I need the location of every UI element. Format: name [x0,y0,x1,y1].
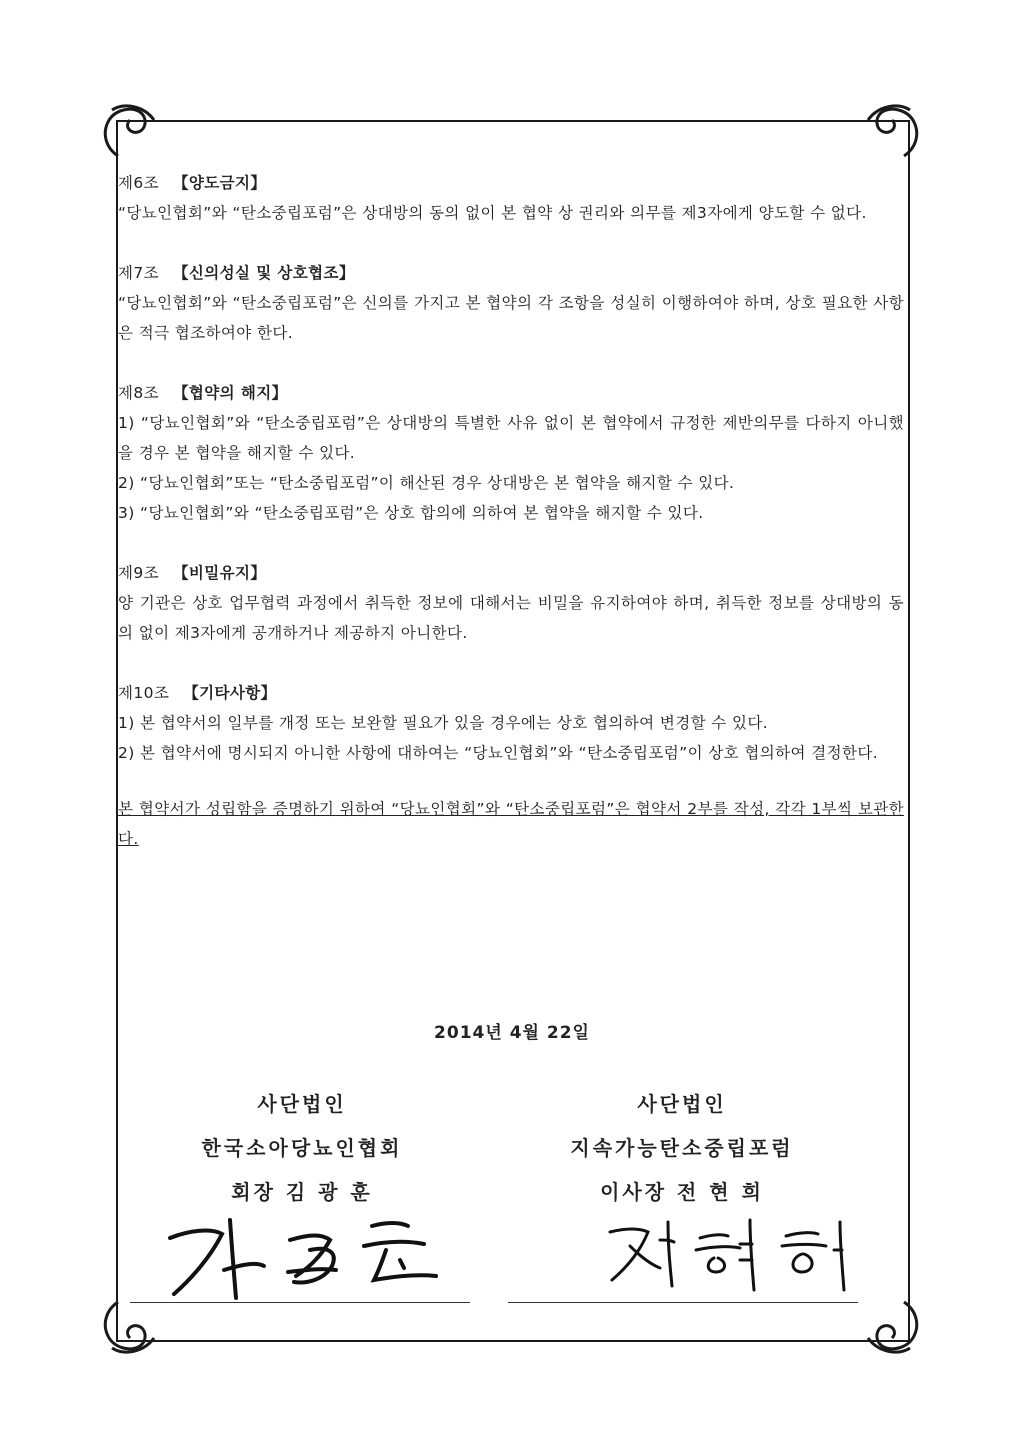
article-title: 【양도금지】 [173,174,267,192]
signature-line [508,1302,858,1303]
corner-ornament [866,1300,926,1360]
article-title: 【신의성실 및 상호협조】 [173,264,355,282]
party-type: 사단법인 [637,1092,727,1116]
article-heading [118,678,904,708]
article-heading [118,378,904,408]
article-paragraph: “당뇨인협회”와 “탄소중립포럼”은 신의를 가지고 본 협약의 각 조항을 성실히 이행하여야 하며, 상호 필요한 사항은 적극 협조하여야 한다. [118,294,904,342]
corner-ornament [866,98,926,158]
article-title: 【비밀유지】 [173,564,267,582]
article-number: 제6조 [118,174,160,192]
article-paragraph: 2) “당뇨인협회”또는 “탄소중립포럼”이 해산된 경우 상대방은 본 협약을 해지할 수 있다. [118,474,735,492]
article-6 [118,168,904,228]
signature-right [590,1210,890,1300]
article-7 [118,258,904,348]
article-8 [118,378,904,528]
closing-statement: 본 협약서가 성립함을 증명하기 위하여 “당뇨인협회”와 “탄소중립포럼”은 협약서 2부를 작성, 각각 1부씩 보관한다. [118,800,904,848]
article-paragraph: 3) “당뇨인협회”와 “탄소중립포럼”은 상호 합의에 의하여 본 협약을 해지할 수 있다. [118,504,704,522]
article-heading [118,258,904,288]
article-9 [118,558,904,648]
signature-left [160,1210,460,1300]
article-number: 제10조 [118,684,170,702]
signature-line [130,1302,470,1303]
party-organization: 지속가능탄소중립포럼 [570,1136,794,1160]
article-paragraph: 1) 본 협약서의 일부를 개정 또는 보완할 필요가 있을 경우에는 상호 협의하여 변경할 수 있다. [118,714,769,732]
article-paragraph: “당뇨인협회”와 “탄소중립포럼”은 상대방의 동의 없이 본 협약 상 권리와 의무를 제3자에게 양도할 수 없다. [118,204,867,222]
article-title: 【기타사항】 [183,684,277,702]
article-heading [118,168,904,198]
party-representative: 이사장 전 현 희 [600,1180,764,1204]
corner-ornament [96,1300,156,1360]
party-organization: 한국소아당뇨인협회 [201,1136,403,1160]
article-paragraph: 1) “당뇨인협회”와 “탄소중립포럼”은 상대방의 특별한 사유 없이 본 협약에서 규정한 제반의무를 다하지 아니했을 경우 본 협약을 해지할 수 있다. [118,414,904,462]
article-heading [118,558,904,588]
party-left [132,1082,472,1214]
article-number: 제9조 [118,564,160,582]
party-representative: 회장 김 광 훈 [231,1180,373,1204]
party-right [512,1082,852,1214]
article-title: 【협약의 해지】 [173,384,288,402]
signing-date: 2014년 4월 22일 [434,1023,590,1043]
party-type: 사단법인 [257,1092,347,1116]
article-paragraph: 2) 본 협약서에 명시되지 아니한 사항에 대하여는 “당뇨인협회”와 “탄소중립포럼”이 상호 협의하여 결정한다. [118,744,879,762]
article-number: 제7조 [118,264,160,282]
article-number: 제8조 [118,384,160,402]
article-paragraph: 양 기관은 상호 업무협력 과정에서 취득한 정보에 대해서는 비밀을 유지하여야 하며, 취득한 정보를 상대방의 동의 없이 제3자에게 공개하거나 제공하지 아니한다. [118,594,904,642]
corner-ornament [96,98,156,158]
article-10 [118,678,904,768]
agreement-body [118,168,904,854]
